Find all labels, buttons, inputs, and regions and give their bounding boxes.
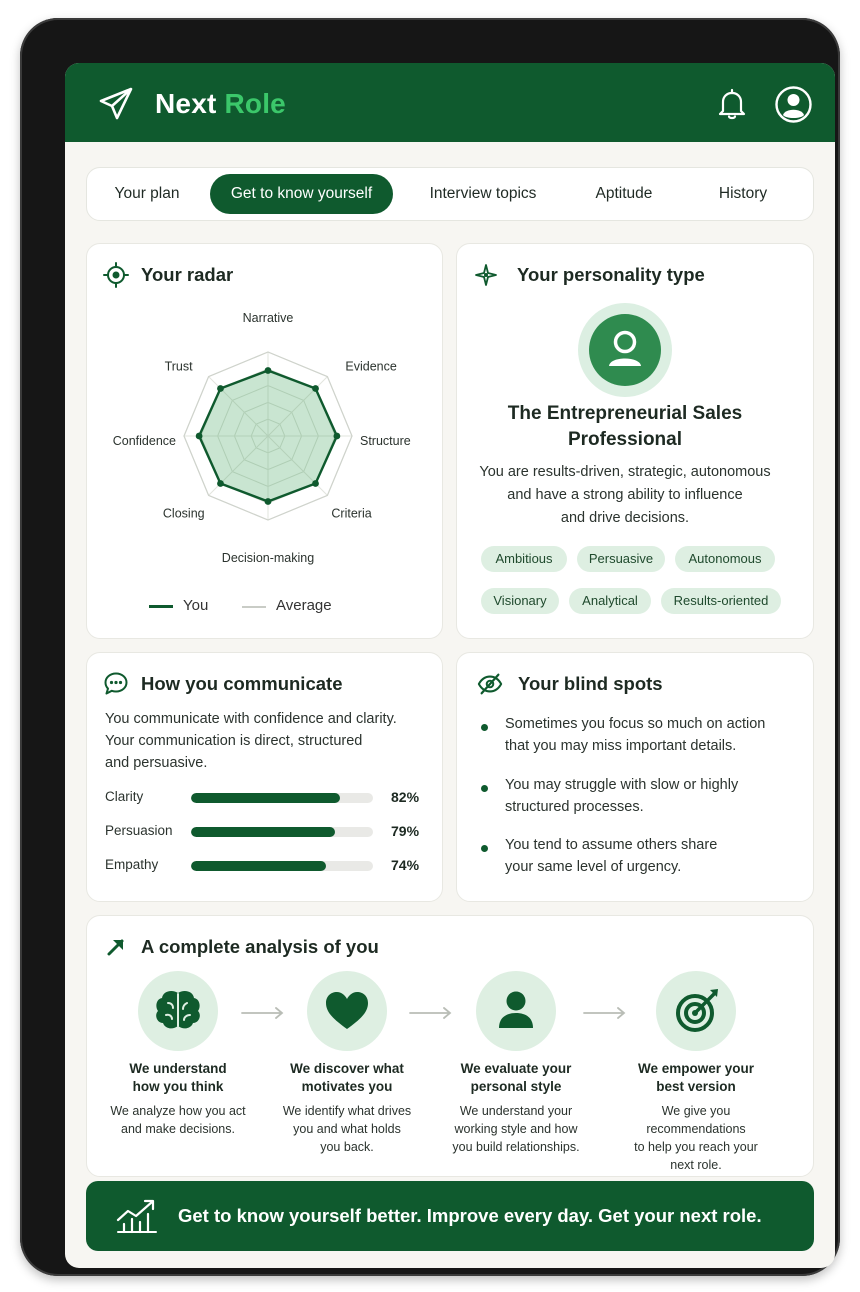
trait-chip: Analytical xyxy=(569,588,651,614)
brain-icon xyxy=(138,971,218,1051)
arrow-right-icon xyxy=(240,1006,286,1020)
communication-title: How you communicate xyxy=(141,673,343,694)
target-icon xyxy=(656,971,736,1051)
legend-you-label: You xyxy=(183,597,209,614)
chat-bubble-icon xyxy=(103,671,129,697)
step-title: We understand how you think xyxy=(129,1061,227,1094)
tab-get-to-know-yourself[interactable]: Get to know yourself xyxy=(210,174,393,214)
arrow-right-icon xyxy=(408,1006,454,1020)
blind-spot-item: You may struggle with slow or highly structured processes. xyxy=(505,777,739,815)
eye-off-icon xyxy=(477,671,503,697)
app-title: Next Role xyxy=(155,88,286,119)
growth-chart-icon xyxy=(114,1198,160,1234)
step-description: We give you recommendations to help you reach your next role. xyxy=(634,1104,758,1172)
legend-average-label: Average xyxy=(276,597,332,614)
personality-type-name: The Entrepreneurial Sales Professional xyxy=(507,403,743,450)
analysis-card xyxy=(86,915,814,1177)
trait-chip: Results-oriented xyxy=(661,588,781,614)
trait-chip: Persuasive xyxy=(577,546,665,572)
bell-icon[interactable] xyxy=(717,88,747,120)
radar-chart xyxy=(87,244,444,640)
app-header xyxy=(65,63,835,142)
blind-spot-item: Sometimes you focus so much on action that you may miss important details. xyxy=(505,716,766,754)
radar-axis-label: Decision-making xyxy=(221,551,315,565)
communication-summary: You communicate with confidence and clarity. Your communication is direct, structured and persuasive. xyxy=(105,711,397,771)
radar-axis-label: Confidence xyxy=(112,434,176,448)
blind-spot-item: You tend to assume others share your same level of urgency. xyxy=(505,837,718,875)
radar-axis-label: Trust xyxy=(164,359,193,374)
analysis-title: A complete analysis of you xyxy=(141,936,379,957)
step-description: We identify what drives you and what holds you back. xyxy=(282,1104,412,1154)
tab-history[interactable]: History xyxy=(718,185,768,202)
bullet xyxy=(481,724,488,731)
heart-icon xyxy=(307,971,387,1051)
radar-point xyxy=(217,480,224,487)
trait-chip: Visionary xyxy=(481,588,559,614)
arrow-right-icon xyxy=(582,1006,628,1020)
legend-you-swatch xyxy=(149,605,173,608)
banner-text: Get to know yourself better. Improve every day. Get your next role. xyxy=(178,1205,762,1226)
trait-chip: Autonomous xyxy=(675,546,775,572)
tab-aptitude[interactable]: Aptitude xyxy=(595,185,653,202)
step-description: We analyze how you act and make decisions. xyxy=(110,1104,246,1136)
metric-value: 74% xyxy=(391,857,420,873)
sparkle-icon xyxy=(473,262,499,288)
step-title: We discover what motivates you xyxy=(290,1061,404,1094)
metric-bar xyxy=(191,827,373,837)
app-screen xyxy=(65,63,835,1268)
radar-axis-label: Evidence xyxy=(345,359,397,374)
bottom-banner xyxy=(86,1181,814,1251)
bullet xyxy=(481,785,488,792)
personality-avatar xyxy=(578,303,672,397)
personality-description: You are results-driven, strategic, autonomous and have a strong ability to influence and drive decisions. xyxy=(479,464,771,526)
step-icon-circle xyxy=(307,971,387,1051)
paper-plane-icon xyxy=(98,86,134,122)
step-icon-circle xyxy=(476,971,556,1051)
step-icon-circle xyxy=(656,971,736,1051)
user-profile-icon[interactable] xyxy=(775,86,812,123)
metric-bar xyxy=(191,793,373,803)
radar-point xyxy=(196,433,203,440)
radar-point xyxy=(265,367,272,374)
radar-point xyxy=(217,385,224,392)
step-title: We empower your best version xyxy=(637,1061,755,1094)
radar-card xyxy=(86,243,443,639)
person-icon xyxy=(476,971,556,1051)
tab-your-plan[interactable]: Your plan xyxy=(114,185,180,202)
personality-card xyxy=(456,243,814,639)
radar-axis-label: Closing xyxy=(162,506,205,521)
radar-title: Your radar xyxy=(141,264,234,285)
legend-average-swatch xyxy=(242,606,266,608)
step-icon-circle xyxy=(138,971,218,1051)
radar-axis-label: Structure xyxy=(360,434,411,448)
radar-point xyxy=(312,385,319,392)
metric-label: Persuasion xyxy=(105,823,173,838)
metric-label: Empathy xyxy=(105,857,159,872)
bullet xyxy=(481,845,488,852)
radar-point xyxy=(312,480,319,487)
step-description: We understand your working style and how you build relationships. xyxy=(452,1104,580,1154)
metric-bar xyxy=(191,861,373,871)
metric-label: Clarity xyxy=(105,789,144,804)
radar-point xyxy=(333,433,340,440)
step-title: We evaluate your personal style xyxy=(460,1061,572,1094)
personality-title: Your personality type xyxy=(517,264,705,285)
person-avatar-icon xyxy=(589,314,661,386)
tablet-frame xyxy=(20,18,840,1276)
metric-value: 79% xyxy=(391,823,420,839)
metric-value: 82% xyxy=(391,789,420,805)
communication-card xyxy=(86,652,443,902)
main-tabs xyxy=(86,167,814,221)
blind-spots-title: Your blind spots xyxy=(518,673,663,694)
radar-axis-label: Criteria xyxy=(331,506,372,521)
radar-axis-label: Narrative xyxy=(242,311,294,325)
arrow-up-right-icon xyxy=(105,936,127,958)
tab-interview-topics[interactable]: Interview topics xyxy=(429,185,537,202)
radar-point xyxy=(265,498,272,505)
trait-chip: Ambitious xyxy=(481,546,567,572)
blind-spots-card xyxy=(456,652,814,902)
